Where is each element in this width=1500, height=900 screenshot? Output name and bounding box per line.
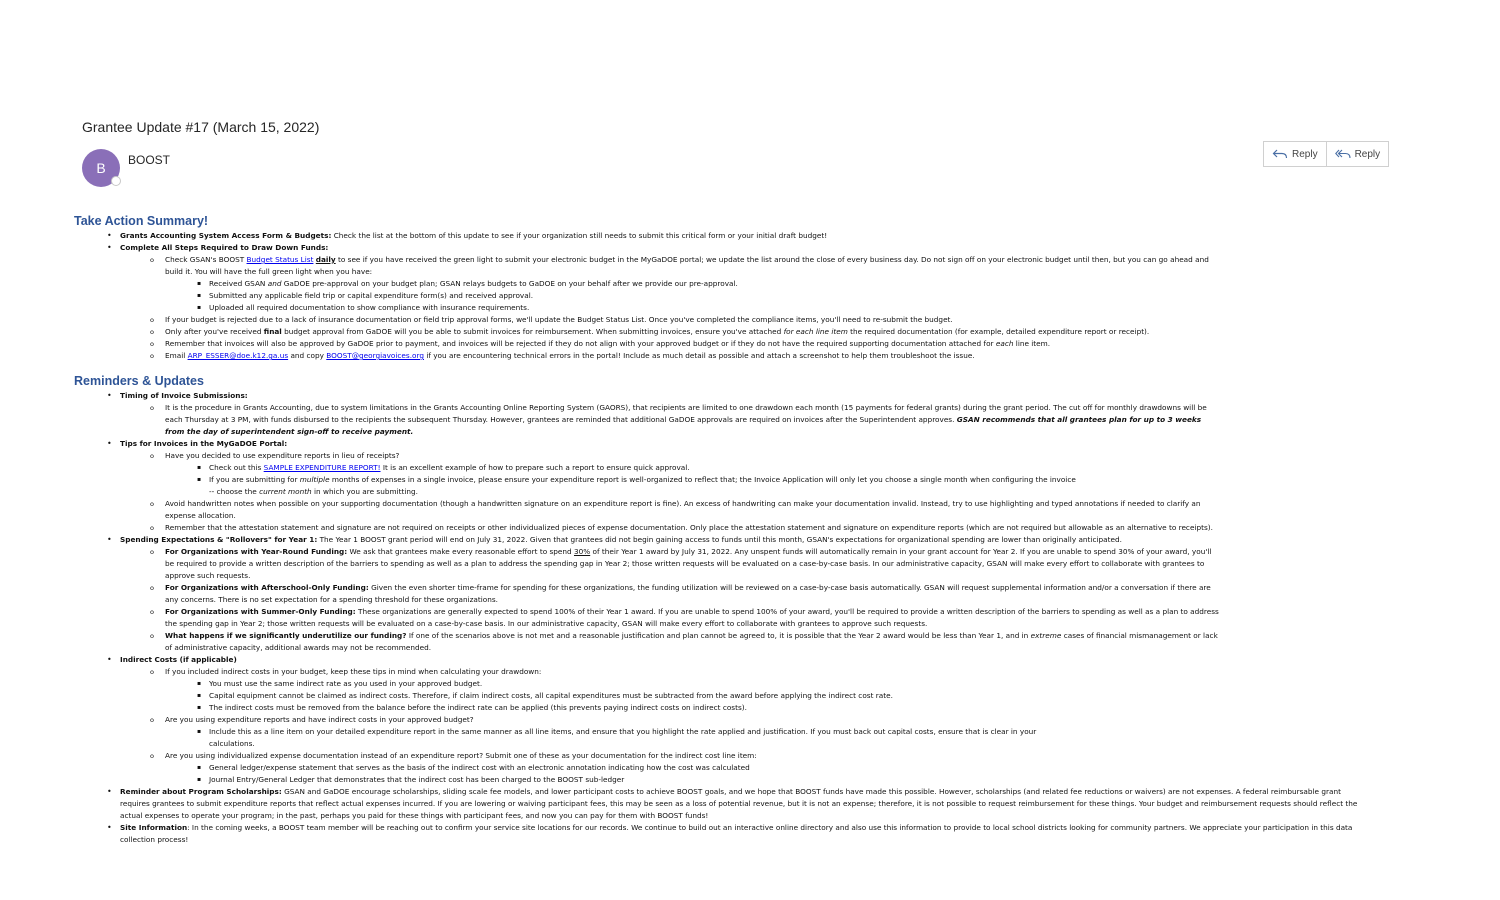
list-item: • Grants Accounting System Access Form & Budgets: Check the list at the bottom of this update to see if your organization still needs to submit this critical form or your initial draft budget! [0,230,1500,242]
list-item: o What happens if we significantly underutilize our funding? If one of the scenarios above is not met and a reasonable justification and plan cannot be agreed to, it is possible that the Year 2 award would be less than Year 1, and in extreme cases of financial mismanagement or lack of administrative capacity, additional awards may not be recommended. [0,630,1360,654]
reply-all-icon [1335,148,1351,160]
list-item: • Indirect Costs (if applicable) o If you included indirect costs in your budget, keep these tips in mind when calculating your drawdown: ▪ You must use the same indirect rate as you used in your approved budget. ▪ Capital equipment cannot be claimed as indirect costs. Therefore, if claim indirect costs, all capital expenditures must be subtracted from the award before applying the indirect cost rate. ▪ The indirect costs must be removed from the balance before the indirect rate can be applied (this prevents paying indirect costs on indirect costs). o Are you using expenditure reports and have indirect costs in your approved budget? ▪ Include this as a line item on your detailed expenditure report in the same manner as all line items, and ensure that you highlight the rate applied and justification. If you must back out capital costs, ensure that is clear in your calculations. o Are you using individualized expense documentation instead of an expenditure report? Submit one of these as your documentation for the indirect cost line item: ▪ General ledger/expense statement that serves as the basis of the indirect cost with an electronic annotation indicating how the cost was calculated ▪ Journal Entry/General Ledger that demonstrates that the indirect cost has been charged to the BOOST sub-ledger [0,654,1500,786]
boost-email-link[interactable]: BOOST@georgiavoices.org [326,351,424,360]
reply-all-button[interactable] [1326,142,1389,166]
list-item: o If your budget is rejected due to a lack of insurance documentation or field trip approval forms, we'll update the Budget Status List. Once you've completed the compliance items, you'll need to re-submit the budget. [0,314,1360,326]
list-item: o It is the procedure in Grants Accounting, due to system limitations in the Grants Accounting Online Reporting System (GAORS), that recipients are limited to one drawdown each month (15 payments for federal grants) during the grant period. The cut off for monthly drawdowns will be each Thursday at 3 PM, with funds disbursed to the recipients the subsequent Thursday. However, grantees are reminded that additional GaDOE approvals are required on invoices after the Superintendent approves. GSAN recommends that all grantees plan for up to 3 weeks from the day of superintendent sign-off to receive payment. [0,402,1360,438]
list-item: o Email ARP_ESSER@doe.k12.ga.us and copy BOOST@georgiavoices.org if you are encountering technical errors in the portal! Include as much detail as possible and attach a screenshot to help them troubleshoot the issue. [0,350,1360,362]
list-item: ▪ Submitted any applicable field trip or capital expenditure form(s) and received approval. [0,290,1220,302]
reply-button[interactable] [1264,142,1326,166]
list-item: o For Organizations with Year-Round Funding: We ask that grantees make every reasonable effort to spend 30% of their Year 1 award by July 31, 2022. Any unspent funds will automatically remain in your grant account for Year 2. If you are unable to spend 30% of your award, you'll be required to provide a written description of the barriers to spending as well as a plan to address the spending gap in Year 2; those written requests will be evaluated on a case-by-case basis. In our administrative capacity, GSAN will make every effort to collaborate with grantees to approve such requests. [0,546,1360,582]
sample-expenditure-report-link[interactable]: SAMPLE EXPENDITURE REPORT! [263,463,381,472]
email-body [0,212,1500,846]
list-item: • Site Information: In the coming weeks, a BOOST team member will be reaching out to confirm your service site locations for our records. We continue to build out an interactive online directory and also use this information to provide to local school districts looking for community partners. We appreciate your participation in this data collection process! [0,822,1500,846]
reminders-heading: Reminders & Updates [74,374,204,388]
list-item: • Tips for Invoices in the MyGaDOE Portal: o Have you decided to use expenditure reports in lieu of receipts? ▪ Check out this SAMPLE EXPENDITURE REPORT! It is an excellent example of how to prepare such a report to ensure quick approval. ▪ If you are submitting for multiple months of expenses in a single invoice, please ensure your expenditure report is well-organized to reflect that; the Invoice Application will only let you choose a single month when configuring the invoice -- choose the current month in which you are submitting. o Avoid handwritten notes when possible on your supporting documentation (though a handwritten signature on an expenditure report is fine). An excess of handwriting can make your documentation invalid. Instead, try to use highlighting and typed annotations if needed to clarify an expense allocation. o Remember that the attestation statement and signature are not required on receipts or other individualized pieces of expense documentation. Only place the attestation statement and signature on expenditure reports (which are not required but allowable as an alternative to receipts). [0,438,1500,534]
take-action-heading: Take Action Summary! [74,214,209,228]
list-item: ▪ Capital equipment cannot be claimed as indirect costs. Therefore, if claim indirect costs, all capital expenditures must be subtracted from the award before applying the indirect cost rate. [0,690,1220,702]
avatar-initial: B [96,160,106,176]
list-item: ▪ Check out this SAMPLE EXPENDITURE REPORT! It is an excellent example of how to prepare such a report to ensure quick approval. [0,462,1220,474]
reply-all-label: Reply [1354,148,1381,160]
list-item: ▪ You must use the same indirect rate as you used in your approved budget. [0,678,1220,690]
esser-email-link[interactable]: ARP_ESSER@doe.k12.ga.us [187,351,289,360]
list-item: ▪ General ledger/expense statement that serves as the basis of the indirect cost with an electronic annotation indicating how the cost was calculated [0,762,1220,774]
take-action-list [0,230,1500,362]
reply-toolbar [1263,141,1389,167]
list-item: • Reminder about Program Scholarships: GSAN and GaDOE encourage scholarships, sliding scale fee models, and lower participant costs to achieve BOOST goals, and we hope that BOOST funds have made this possible. However, scholarships (and related fee reductions or waivers) are not expenses. A federal reimbursable grant requires grantees to submit expenditure reports that reflect actual expenses incurred. If you are lowering or waiving participant fees, this may be seen as a loss of potential revenue, but it is not an expense; therefore, it is not possible to request reimbursement for these things. Your budget and reimbursement requests should reflect the actual expenses to operate your program; in the past, perhaps you paid for these things with participant fees, and now you can pay for them with BOOST funds! [0,786,1500,822]
reminders-list [0,390,1500,846]
list-item: ▪ Uploaded all required documentation to show compliance with insurance requirements. [0,302,1220,314]
list-item: o For Organizations with Summer-Only Funding: These organizations are generally expected to spend 100% of their Year 1 award. If you are unable to spend 100% of your award, you'll be required to provide a written description of the barriers to spending as well as a plan to address the spending gap in Year 2; those written requests will be evaluated on a case-by-case basis. In our administrative capacity, GSAN will make every effort to collaborate with grantees to approve such requests. [0,606,1360,630]
list-item: ▪ If you are submitting for multiple months of expenses in a single invoice, please ensure your expenditure report is well-organized to reflect that; the Invoice Application will only let you choose a single month when configuring the invoice -- choose the current month in which you are submitting. [0,474,1220,498]
avatar[interactable] [82,149,120,187]
list-item: o Remember that the attestation statement and signature are not required on receipts or other individualized pieces of expense documentation. Only place the attestation statement and signature on expenditure reports (which are not required but allowable as an alternative to receipts). [0,522,1360,534]
list-item: • Timing of Invoice Submissions: o It is the procedure in Grants Accounting, due to system limitations in the Grants Accounting Online Reporting System (GAORS), that recipients are limited to one drawdown each month (15 payments for federal grants) during the grant period. The cut off for monthly drawdowns will be each Thursday at 3 PM, with funds disbursed to the recipients the subsequent Thursday. However, grantees are reminded that additional GaDOE approvals are required on invoices after the Superintendent approves. GSAN recommends that all grantees plan for up to 3 weeks from the day of superintendent sign-off to receive payment. [0,390,1500,438]
reply-label: Reply [1292,148,1318,160]
list-item: o Remember that invoices will also be approved by GaDOE prior to payment, and invoices will be rejected if they do not align with your approved budget or if they do not have the required supporting documentation attached for each line item. [0,338,1360,350]
list-item: o If you included indirect costs in your budget, keep these tips in mind when calculating your drawdown: ▪ You must use the same indirect rate as you used in your approved budget. ▪ Capital equipment cannot be claimed as indirect costs. Therefore, if claim indirect costs, all capital expenditures must be subtracted from the award before applying the indirect cost rate. ▪ The indirect costs must be removed from the balance before the indirect rate can be applied (this prevents paying indirect costs on indirect costs). [0,666,1360,714]
budget-status-list-link[interactable]: Budget Status List [246,255,314,264]
list-item: o Check GSAN's BOOST Budget Status List daily to see if you have received the green light to submit your electronic budget in the MyGaDOE portal; we update the list around the close of every business day. Do not sign off on your electronic budget until then, but you can go ahead and build it. You will have the full green light when you have: ▪ Received GSAN and GaDOE pre-approval on your budget plan; GSAN relays budgets to GaDOE on your behalf after we provide our pre-approval. ▪ Submitted any applicable field trip or capital expenditure form(s) and received approval. ▪ Uploaded all required documentation to show compliance with insurance requirements. [0,254,1360,314]
list-item: o Are you using expenditure reports and have indirect costs in your approved budget? ▪ Include this as a line item on your detailed expenditure report in the same manner as all line items, and ensure that you highlight the rate applied and justification. If you must back out capital costs, ensure that is clear in your calculations. [0,714,1360,750]
list-item: o Only after you've received final budget approval from GaDOE will you be able to submit invoices for reimbursement. When submitting invoices, ensure you've attached for each line item the required documentation (for example, detailed expenditure report or receipt). [0,326,1360,338]
list-item: o Have you decided to use expenditure reports in lieu of receipts? ▪ Check out this SAMPLE EXPENDITURE REPORT! It is an excellent example of how to prepare such a report to ensure quick approval. ▪ If you are submitting for multiple months of expenses in a single invoice, please ensure your expenditure report is well-organized to reflect that; the Invoice Application will only let you choose a single month when configuring the invoice -- choose the current month in which you are submitting. [0,450,1360,498]
list-item: o Are you using individualized expense documentation instead of an expenditure report? Submit one of these as your documentation for the indirect cost line item: ▪ General ledger/expense statement that serves as the basis of the indirect cost with an electronic annotation indicating how the cost was calculated ▪ Journal Entry/General Ledger that demonstrates that the indirect cost has been charged to the BOOST sub-ledger [0,750,1360,786]
presence-status-icon [111,176,121,186]
list-item: ▪ The indirect costs must be removed from the balance before the indirect rate can be applied (this prevents paying indirect costs on indirect costs). [0,702,1220,714]
list-item: • Spending Expectations & "Rollovers" for Year 1: The Year 1 BOOST grant period will end on July 31, 2022. Given that grantees did not begin gaining access to funds until this month, GSAN's expectations for organizational spending are lower than originally anticipated. o For Organizations with Year-Round Funding: We ask that grantees make every reasonable effort to spend 30% of their Year 1 award by July 31, 2022. Any unspent funds will automatically remain in your grant account for Year 2. If you are unable to spend 30% of your award, you'll be required to provide a written description of the barriers to spending as well as a plan to address the spending gap in Year 2; those written requests will be evaluated on a case-by-case basis. In our administrative capacity, GSAN will make every effort to collaborate with grantees to approve such requests. o For Organizations with Afterschool-Only Funding: Given the even shorter time-frame for spending for these organizations, the funding utilization will be reviewed on a case-by-case basis automatically. GSAN will request supplemental information and/or a conversation if there are any concerns. There is no set expectation for a spending threshold for these organizations. o For Organizations with Summer-Only Funding: These organizations are generally expected to spend 100% of their Year 1 award. If you are unable to spend 100% of your award, you'll be required to provide a written description of the barriers to spending as well as a plan to address the spending gap in Year 2; those written requests will be evaluated on a case-by-case basis. In our administrative capacity, GSAN will make every effort to collaborate with grantees to approve such requests. o What happens if we significantly underutilize our funding? If one of the scenarios above is not met and a reasonable justification and plan cannot be agreed to, it is possible that the Year 2 award would be less than Year 1, and in extreme cases of financial mismanagement or lack of administrative capacity, additional awards may not be recommended. [0,534,1500,654]
reply-icon [1272,148,1288,160]
list-item: o For Organizations with Afterschool-Only Funding: Given the even shorter time-frame for spending for these organizations, the funding utilization will be reviewed on a case-by-case basis automatically. GSAN will request supplemental information and/or a conversation if there are any concerns. There is no set expectation for a spending threshold for these organizations. [0,582,1360,606]
email-subject: Grantee Update #17 (March 15, 2022) [82,119,320,135]
sender-name[interactable]: BOOST [128,153,171,167]
list-item: ▪ Journal Entry/General Ledger that demonstrates that the indirect cost has been charged to the BOOST sub-ledger [0,774,1220,786]
list-item: • Complete All Steps Required to Draw Down Funds: o Check GSAN's BOOST Budget Status List daily to see if you have received the green light to submit your electronic budget in the MyGaDOE portal; we update the list around the close of every business day. Do not sign off on your electronic budget until then, but you can go ahead and build it. You will have the full green light when you have: ▪ Received GSAN and GaDOE pre-approval on your budget plan; GSAN relays budgets to GaDOE on your behalf after we provide our pre-approval. ▪ Submitted any applicable field trip or capital expenditure form(s) and received approval. ▪ Uploaded all required documentation to show compliance with insurance requirements. o If your budget is rejected due to a lack of insurance documentation or field trip approval forms, we'll update the Budget Status List. Once you've completed the compliance items, you'll need to re-submit the budget. o Only after you've received final budget approval from GaDOE will you be able to submit invoices for reimbursement. When submitting invoices, ensure you've attached for each line item the required documentation (for example, detailed expenditure report or receipt). o Remember that invoices will also be approved by GaDOE prior to payment, and invoices will be rejected if they do not align with your approved budget or if they do not have the required supporting documentation attached for each line item. o Email ARP_ESSER@doe.k12.ga.us and copy BOOST@georgiavoices.org if you are encountering technical errors in the portal! Include as much detail as possible and attach a screenshot to help them troubleshoot the issue. [0,242,1500,362]
list-item: ▪ Received GSAN and GaDOE pre-approval on your budget plan; GSAN relays budgets to GaDOE on your behalf after we provide our pre-approval. [0,278,1220,290]
list-item: o Avoid handwritten notes when possible on your supporting documentation (though a handwritten signature on an expenditure report is fine). An excess of handwriting can make your documentation invalid. Instead, try to use highlighting and typed annotations if needed to clarify an expense allocation. [0,498,1360,522]
list-item: ▪ Include this as a line item on your detailed expenditure report in the same manner as all line items, and ensure that you highlight the rate applied and justification. If you must back out capital costs, ensure that is clear in your calculations. [0,726,1220,750]
